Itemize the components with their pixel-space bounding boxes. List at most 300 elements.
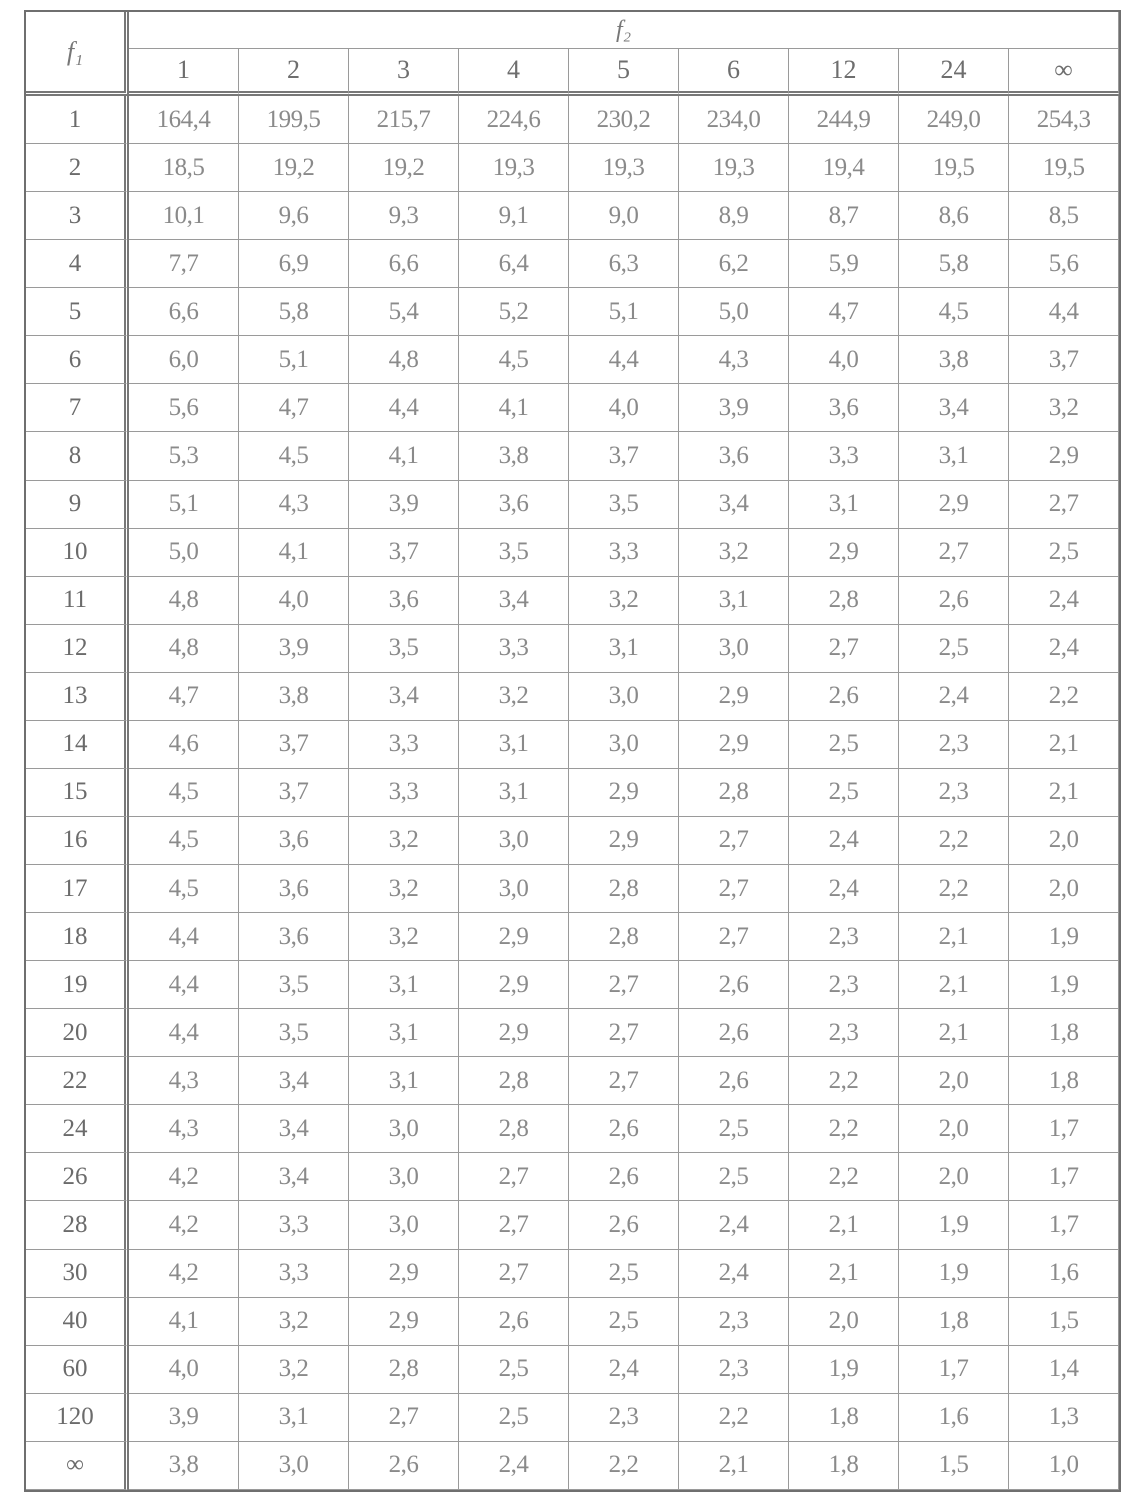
table-cell: 8,9 — [679, 192, 789, 240]
table-cell: 4,5 — [129, 769, 239, 817]
table-cell: 4,8 — [349, 336, 459, 384]
table-cell: 3,2 — [349, 913, 459, 961]
table-cell: 1,8 — [899, 1298, 1009, 1346]
table-cell: 3,1 — [899, 432, 1009, 480]
table-cell: 3,6 — [239, 817, 349, 865]
table-cell: 3,1 — [679, 577, 789, 625]
table-cell: 2,4 — [1009, 577, 1119, 625]
table-cell: 5,8 — [239, 288, 349, 336]
row-header-f1: 19 — [26, 961, 129, 1009]
table-cell: 2,9 — [789, 529, 899, 577]
table-cell: 1,9 — [789, 1346, 899, 1394]
table-cell: 2,1 — [899, 913, 1009, 961]
table-cell: 4,4 — [569, 336, 679, 384]
table-row — [26, 913, 1119, 961]
table-cell: 3,4 — [239, 1105, 349, 1153]
table-cell: 2,8 — [789, 577, 899, 625]
table-cell: 2,5 — [789, 769, 899, 817]
table-cell: 2,3 — [679, 1346, 789, 1394]
table-cell: 3,4 — [239, 1057, 349, 1105]
table-cell: 2,2 — [569, 1442, 679, 1490]
table-cell: 2,7 — [679, 865, 789, 913]
table-row — [26, 481, 1119, 529]
table-cell: 2,0 — [899, 1153, 1009, 1201]
table-cell: 2,9 — [679, 721, 789, 769]
table-cell: 2,9 — [459, 1009, 569, 1057]
table-cell: 2,4 — [1009, 625, 1119, 673]
table-cell: 3,2 — [239, 1346, 349, 1394]
table-cell: 2,0 — [789, 1298, 899, 1346]
table-row — [26, 961, 1119, 1009]
table-cell: 2,9 — [899, 481, 1009, 529]
table-cell: 2,9 — [569, 817, 679, 865]
table-cell: 2,7 — [679, 817, 789, 865]
table-cell: 19,3 — [459, 144, 569, 192]
table-cell: 4,7 — [129, 673, 239, 721]
table-cell: 3,1 — [349, 1009, 459, 1057]
table-cell: 4,4 — [129, 961, 239, 1009]
table-cell: 5,6 — [129, 384, 239, 432]
table-cell: 3,9 — [129, 1394, 239, 1442]
table-cell: 2,5 — [569, 1250, 679, 1298]
table-cell: 3,0 — [349, 1201, 459, 1249]
table-cell: 3,9 — [239, 625, 349, 673]
table-cell: 244,9 — [789, 96, 899, 144]
table-cell: 2,8 — [459, 1057, 569, 1105]
table-cell: 2,8 — [569, 865, 679, 913]
table-cell: 5,1 — [239, 336, 349, 384]
table-cell: 3,4 — [459, 577, 569, 625]
row-header-f1: 10 — [26, 529, 129, 577]
table-cell: 2,5 — [899, 625, 1009, 673]
column-header-row — [26, 49, 1119, 96]
table-cell: 4,0 — [569, 384, 679, 432]
table-cell: 3,2 — [679, 529, 789, 577]
table-row — [26, 384, 1119, 432]
table-cell: 2,7 — [569, 1009, 679, 1057]
row-header-f1: 2 — [26, 144, 129, 192]
f1-header: f₁ — [26, 12, 129, 96]
table-cell: 249,0 — [899, 96, 1009, 144]
table-cell: 2,3 — [679, 1298, 789, 1346]
table-cell: 3,3 — [569, 529, 679, 577]
table-cell: 2,4 — [569, 1346, 679, 1394]
table-cell: 4,1 — [129, 1298, 239, 1346]
table-cell: 2,1 — [899, 1009, 1009, 1057]
table-cell: 2,3 — [789, 1009, 899, 1057]
table-cell: 2,9 — [349, 1250, 459, 1298]
table-row — [26, 673, 1119, 721]
column-header-f2: 24 — [899, 49, 1009, 96]
row-header-f1: 15 — [26, 769, 129, 817]
table-cell: 5,4 — [349, 288, 459, 336]
table-cell: 2,7 — [459, 1153, 569, 1201]
row-header-f1: 28 — [26, 1201, 129, 1249]
table-row — [26, 1105, 1119, 1153]
table-cell: 4,8 — [129, 625, 239, 673]
table-cell: 4,3 — [679, 336, 789, 384]
table-cell: 2,6 — [459, 1298, 569, 1346]
table-cell: 2,6 — [569, 1201, 679, 1249]
table-cell: 5,1 — [129, 481, 239, 529]
table-cell: 2,8 — [569, 913, 679, 961]
table-cell: 19,5 — [1009, 144, 1119, 192]
table-cell: 3,6 — [679, 432, 789, 480]
table-cell: 4,2 — [129, 1153, 239, 1201]
table-cell: 3,7 — [239, 721, 349, 769]
table-cell: 9,1 — [459, 192, 569, 240]
row-header-f1: 9 — [26, 481, 129, 529]
table-cell: 3,6 — [239, 913, 349, 961]
table-cell: 3,2 — [1009, 384, 1119, 432]
table-cell: 3,0 — [349, 1153, 459, 1201]
table-cell: 3,0 — [349, 1105, 459, 1153]
table-cell: 2,2 — [789, 1105, 899, 1153]
table-cell: 3,6 — [459, 481, 569, 529]
table-cell: 2,2 — [899, 817, 1009, 865]
table-cell: 5,3 — [129, 432, 239, 480]
table-cell: 4,1 — [349, 432, 459, 480]
table-cell: 3,5 — [569, 481, 679, 529]
table-cell: 10,1 — [129, 192, 239, 240]
table-cell: 5,9 — [789, 240, 899, 288]
table-cell: 4,0 — [789, 336, 899, 384]
table-row — [26, 144, 1119, 192]
row-header-f1: 6 — [26, 336, 129, 384]
table-cell: 2,2 — [679, 1394, 789, 1442]
table-cell: 3,1 — [349, 961, 459, 1009]
table-cell: 1,9 — [1009, 961, 1119, 1009]
table-cell: 2,8 — [459, 1105, 569, 1153]
table-cell: 199,5 — [239, 96, 349, 144]
table-cell: 3,1 — [569, 625, 679, 673]
table-cell: 19,2 — [349, 144, 459, 192]
table-row — [26, 288, 1119, 336]
table-cell: 230,2 — [569, 96, 679, 144]
table-cell: 2,4 — [679, 1201, 789, 1249]
table-row — [26, 577, 1119, 625]
table-cell: 9,0 — [569, 192, 679, 240]
table-cell: 19,3 — [679, 144, 789, 192]
table-cell: 5,6 — [1009, 240, 1119, 288]
table-cell: 1,7 — [899, 1346, 1009, 1394]
row-header-f1: 13 — [26, 673, 129, 721]
table-cell: 3,9 — [349, 481, 459, 529]
table-cell: 19,3 — [569, 144, 679, 192]
table-cell: 3,7 — [1009, 336, 1119, 384]
f-distribution-table-sheet — [24, 10, 1114, 1492]
table-cell: 3,0 — [239, 1442, 349, 1490]
table-cell: 3,3 — [239, 1250, 349, 1298]
table-cell: 2,6 — [349, 1442, 459, 1490]
row-header-f1: 16 — [26, 817, 129, 865]
row-header-f1: 26 — [26, 1153, 129, 1201]
table-row — [26, 1201, 1119, 1249]
table-cell: 2,8 — [349, 1346, 459, 1394]
table-cell: 2,4 — [899, 673, 1009, 721]
table-cell: 4,0 — [129, 1346, 239, 1394]
table-cell: 3,6 — [239, 865, 349, 913]
table-cell: 3,0 — [459, 817, 569, 865]
table-cell: 3,4 — [899, 384, 1009, 432]
table-cell: 4,1 — [239, 529, 349, 577]
table-cell: 2,3 — [899, 769, 1009, 817]
row-header-f1: 30 — [26, 1250, 129, 1298]
table-cell: 3,3 — [459, 625, 569, 673]
table-cell: 1,7 — [1009, 1201, 1119, 1249]
row-header-f1: ∞ — [26, 1442, 129, 1490]
table-cell: 19,2 — [239, 144, 349, 192]
table-cell: 2,1 — [1009, 769, 1119, 817]
column-header-f2: 4 — [459, 49, 569, 96]
table-cell: 6,6 — [349, 240, 459, 288]
table-cell: 1,9 — [899, 1250, 1009, 1298]
table-cell: 2,4 — [789, 817, 899, 865]
table-cell: 3,7 — [349, 529, 459, 577]
table-cell: 3,1 — [239, 1394, 349, 1442]
table-cell: 4,5 — [239, 432, 349, 480]
table-cell: 1,8 — [1009, 1009, 1119, 1057]
table-cell: 3,5 — [349, 625, 459, 673]
table-cell: 2,7 — [349, 1394, 459, 1442]
table-cell: 2,6 — [679, 1057, 789, 1105]
table-cell: 4,4 — [129, 913, 239, 961]
table-cell: 2,0 — [899, 1105, 1009, 1153]
table-cell: 2,7 — [789, 625, 899, 673]
table-cell: 2,4 — [789, 865, 899, 913]
table-row — [26, 529, 1119, 577]
table-cell: 1,4 — [1009, 1346, 1119, 1394]
table-cell: 4,6 — [129, 721, 239, 769]
table-cell: 4,3 — [129, 1057, 239, 1105]
table-cell: 4,4 — [349, 384, 459, 432]
table-cell: 4,5 — [129, 817, 239, 865]
table-cell: 3,3 — [239, 1201, 349, 1249]
table-cell: 2,6 — [789, 673, 899, 721]
table-cell: 4,7 — [239, 384, 349, 432]
table-cell: 1,5 — [1009, 1298, 1119, 1346]
table-cell: 3,1 — [789, 481, 899, 529]
table-cell: 1,3 — [1009, 1394, 1119, 1442]
table-cell: 3,7 — [239, 769, 349, 817]
table-cell: 2,7 — [679, 913, 789, 961]
table-cell: 2,7 — [899, 529, 1009, 577]
table-cell: 2,3 — [569, 1394, 679, 1442]
row-header-f1: 3 — [26, 192, 129, 240]
row-header-f1: 1 — [26, 96, 129, 144]
row-header-f1: 12 — [26, 625, 129, 673]
table-cell: 5,2 — [459, 288, 569, 336]
table-cell: 6,9 — [239, 240, 349, 288]
table-cell: 4,3 — [129, 1105, 239, 1153]
table-cell: 9,3 — [349, 192, 459, 240]
table-cell: 1,8 — [789, 1394, 899, 1442]
table-cell: 2,5 — [679, 1105, 789, 1153]
table-cell: 2,8 — [679, 769, 789, 817]
table-row — [26, 817, 1119, 865]
table-cell: 8,7 — [789, 192, 899, 240]
table-cell: 2,2 — [789, 1057, 899, 1105]
table-cell: 2,3 — [789, 913, 899, 961]
table-cell: 2,7 — [459, 1250, 569, 1298]
column-header-f2: 5 — [569, 49, 679, 96]
table-cell: 9,6 — [239, 192, 349, 240]
table-cell: 2,0 — [899, 1057, 1009, 1105]
row-header-f1: 18 — [26, 913, 129, 961]
column-header-f2: 3 — [349, 49, 459, 96]
table-row — [26, 1346, 1119, 1394]
table-cell: 3,4 — [239, 1153, 349, 1201]
table-cell: 2,2 — [789, 1153, 899, 1201]
table-cell: 3,1 — [349, 1057, 459, 1105]
table-cell: 4,2 — [129, 1250, 239, 1298]
table-cell: 2,0 — [1009, 817, 1119, 865]
row-header-f1: 14 — [26, 721, 129, 769]
table-row — [26, 625, 1119, 673]
table-cell: 2,6 — [569, 1105, 679, 1153]
table-cell: 3,4 — [349, 673, 459, 721]
table-cell: 2,5 — [569, 1298, 679, 1346]
table-cell: 2,1 — [899, 961, 1009, 1009]
table-cell: 5,0 — [679, 288, 789, 336]
table-cell: 3,8 — [129, 1442, 239, 1490]
table-cell: 4,5 — [129, 865, 239, 913]
table-cell: 3,3 — [349, 769, 459, 817]
table-cell: 3,3 — [789, 432, 899, 480]
table-cell: 6,6 — [129, 288, 239, 336]
table-cell: 2,4 — [459, 1442, 569, 1490]
table-cell: 2,7 — [1009, 481, 1119, 529]
column-header-f2: 1 — [129, 49, 239, 96]
table-cell: 2,9 — [349, 1298, 459, 1346]
table-cell: 164,4 — [129, 96, 239, 144]
column-header-f2: 6 — [679, 49, 789, 96]
table-cell: 4,0 — [239, 577, 349, 625]
table-cell: 4,5 — [899, 288, 1009, 336]
table-cell: 2,5 — [459, 1394, 569, 1442]
table-cell: 3,2 — [239, 1298, 349, 1346]
table-row — [26, 769, 1119, 817]
table-row — [26, 1442, 1119, 1490]
table-cell: 2,2 — [1009, 673, 1119, 721]
table-cell: 1,8 — [789, 1442, 899, 1490]
table-cell: 3,6 — [349, 577, 459, 625]
table-cell: 1,5 — [899, 1442, 1009, 1490]
table-cell: 3,0 — [679, 625, 789, 673]
table-cell: 3,5 — [239, 961, 349, 1009]
table-row — [26, 1250, 1119, 1298]
table-cell: 4,2 — [129, 1201, 239, 1249]
table-cell: 1,7 — [1009, 1153, 1119, 1201]
table-cell: 3,3 — [349, 721, 459, 769]
table-cell: 2,7 — [569, 961, 679, 1009]
table-cell: 1,0 — [1009, 1442, 1119, 1490]
table-cell: 215,7 — [349, 96, 459, 144]
table-body — [26, 96, 1119, 1490]
table-cell: 3,2 — [349, 817, 459, 865]
table-cell: 19,4 — [789, 144, 899, 192]
table-cell: 2,3 — [789, 961, 899, 1009]
table-cell: 2,3 — [899, 721, 1009, 769]
table-cell: 5,1 — [569, 288, 679, 336]
table-cell: 2,5 — [1009, 529, 1119, 577]
table-cell: 18,5 — [129, 144, 239, 192]
table-cell: 2,6 — [899, 577, 1009, 625]
table-cell: 4,8 — [129, 577, 239, 625]
table-cell: 2,4 — [679, 1250, 789, 1298]
table-row — [26, 336, 1119, 384]
f-distribution-table — [24, 10, 1121, 1492]
table-cell: 3,1 — [459, 769, 569, 817]
table-cell: 3,0 — [569, 673, 679, 721]
table-cell: 4,5 — [459, 336, 569, 384]
table-cell: 6,3 — [569, 240, 679, 288]
table-cell: 2,5 — [789, 721, 899, 769]
table-cell: 4,4 — [129, 1009, 239, 1057]
column-header-f2: ∞ — [1009, 49, 1119, 96]
row-header-f1: 17 — [26, 865, 129, 913]
table-cell: 8,5 — [1009, 192, 1119, 240]
table-cell: 4,7 — [789, 288, 899, 336]
row-header-f1: 4 — [26, 240, 129, 288]
table-cell: 2,7 — [569, 1057, 679, 1105]
row-header-f1: 40 — [26, 1298, 129, 1346]
row-header-f1: 60 — [26, 1346, 129, 1394]
table-cell: 1,9 — [1009, 913, 1119, 961]
table-row — [26, 721, 1119, 769]
table-row — [26, 1298, 1119, 1346]
table-cell: 254,3 — [1009, 96, 1119, 144]
table-cell: 234,0 — [679, 96, 789, 144]
row-header-f1: 120 — [26, 1394, 129, 1442]
table-cell: 2,1 — [789, 1250, 899, 1298]
table-cell: 3,2 — [569, 577, 679, 625]
table-cell: 3,8 — [239, 673, 349, 721]
table-cell: 4,3 — [239, 481, 349, 529]
table-cell: 3,0 — [569, 721, 679, 769]
table-cell: 2,1 — [789, 1201, 899, 1249]
table-cell: 2,7 — [459, 1201, 569, 1249]
table-cell: 2,9 — [459, 961, 569, 1009]
table-cell: 3,5 — [239, 1009, 349, 1057]
table-row — [26, 432, 1119, 480]
table-row — [26, 865, 1119, 913]
table-row — [26, 1394, 1119, 1442]
table-row — [26, 240, 1119, 288]
table-cell: 2,1 — [679, 1442, 789, 1490]
table-cell: 3,6 — [789, 384, 899, 432]
table-cell: 3,8 — [899, 336, 1009, 384]
table-cell: 7,7 — [129, 240, 239, 288]
column-header-f2: 12 — [789, 49, 899, 96]
table-row — [26, 96, 1119, 144]
table-cell: 2,6 — [569, 1153, 679, 1201]
row-header-f1: 5 — [26, 288, 129, 336]
table-cell: 6,2 — [679, 240, 789, 288]
table-cell: 1,9 — [899, 1201, 1009, 1249]
table-cell: 3,2 — [349, 865, 459, 913]
table-cell: 2,6 — [679, 961, 789, 1009]
column-header-f2: 2 — [239, 49, 349, 96]
table-cell: 2,9 — [459, 913, 569, 961]
table-row — [26, 1153, 1119, 1201]
table-cell: 2,5 — [459, 1346, 569, 1394]
table-cell: 5,8 — [899, 240, 1009, 288]
table-cell: 2,5 — [679, 1153, 789, 1201]
table-cell: 224,6 — [459, 96, 569, 144]
table-cell: 2,1 — [1009, 721, 1119, 769]
table-cell: 6,4 — [459, 240, 569, 288]
